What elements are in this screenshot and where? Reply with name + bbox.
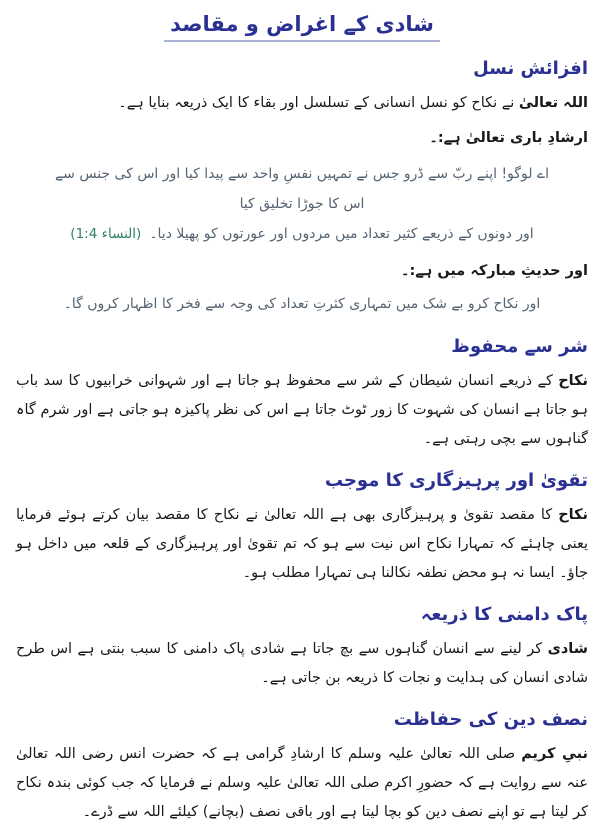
section-taqwa — [16, 470, 588, 588]
paragraph-lead-word: نکاح — [558, 506, 588, 523]
hadith-quote-label: اور حدیثِ مبارکہ میں ہے:۔ — [401, 263, 588, 280]
paragraph-lead-word: اللہ تعالیٰ — [518, 95, 588, 111]
paragraph-lead-word: شادی — [547, 640, 588, 657]
paragraph-text: کا مقصد تقویٰ و پرہیزگاری بھی ہے اللہ تعالیٰ نے نکاح کا مقصد بیان کرتے ہوئے فرمایا یعنی چاہئے کہ تمہارا نکاح اس نیت سے ہو کہ تم تقویٰ اور پرہیزگاری کے قلعہ میں داخل ہو جاؤ۔ ایسا نہ ہو محض نطفہ نکالنا ہی تمہارا مطلب ہو۔ — [16, 506, 588, 581]
section-half-deen — [16, 709, 588, 827]
paragraph-protection — [16, 367, 588, 454]
paragraph-intro — [16, 89, 588, 118]
quran-quote-line-1: اے لوگو! اپنے ربّ سے ڈرو جس نے تمہیں نفسِ واحد سے پیدا کیا اور اس کی جنس سے اس کا جوڑا تخلیق کیا — [54, 166, 550, 213]
section-protection-from-evil — [16, 336, 588, 454]
paragraph-lead-word: نکاح — [558, 372, 588, 389]
section-heading-half-deen: نصف دین کی حفاظت — [393, 708, 588, 730]
hadith-quote: اور نکاح کرو بے شک میں تمہاری کثرتِ تعداد کی وجہ سے فخر کا اظہار کروں گا۔ — [63, 296, 541, 313]
paragraph-text: صلی اللہ تعالیٰ علیہ وسلم کا ارشادِ گرامی ہے کہ حضرت انس رضی اللہ تعالیٰ عنہ سے روایت ہے کہ حضورِ اکرم صلی اللہ تعالیٰ علیہ وسلم نے فرمایا کہ جب کوئی بندہ نکاح کر لیتا ہے تو اپنے نصف دین کو بچا لیتا ہے اور باقی نصف (بچانے) کیلئے اللہ سے ڈرے۔ — [16, 745, 588, 820]
paragraph-taqwa — [16, 501, 588, 588]
section-procreation — [16, 58, 588, 320]
quran-quote-line-2: اور دونوں کے ذریعے کثیر تعداد میں مردوں اور عورتوں کو پھیلا دیا۔ — [149, 226, 534, 243]
section-heading-protection: شر سے محفوظ — [451, 335, 588, 357]
quran-quote — [16, 157, 588, 251]
page-title: شادی کے اغراض و مقاصد — [164, 12, 440, 42]
paragraph-text: کر لینے سے انسان گناہوں سے بچ جاتا ہے شادی پاک دامنی کا سبب بنتی ہے اس طرح شادی انسان کی ہدایت و نجات کا ذریعہ بن جاتی ہے۔ — [16, 640, 588, 686]
section-chastity — [16, 604, 588, 693]
section-heading-chastity: پاک دامنی کا ذریعہ — [420, 603, 588, 625]
quran-quote-line-2-wrap — [54, 219, 550, 249]
paragraph-lead-word: نبیِ کریم — [521, 745, 588, 762]
section-heading-procreation: افزائش نسل — [473, 58, 588, 79]
paragraph-chastity — [16, 635, 588, 693]
title-wrap — [16, 12, 588, 42]
paragraph-half-deen — [16, 740, 588, 827]
paragraph-text: کے ذریعے انسان شیطان کے شر سے محفوظ ہو جاتا ہے اور شہوانی خرابیوں کا سد باب ہو جاتا ہے انسان کی شہوت کا زور ٹوٹ جاتا ہے اس کی نظر پاکیزہ ہو جاتی ہے اور شرم گاہ گناہوں سے بچی رہتی ہے۔ — [16, 372, 588, 447]
quran-quote-label: ارشادِ باری تعالیٰ ہے:۔ — [429, 130, 588, 146]
paragraph-text: نے نکاح کو نسل انسانی کے تسلسل اور بقاء کا ایک ذریعہ بنایا ہے۔ — [118, 95, 519, 111]
section-heading-taqwa: تقویٰ اور پرہیزگاری کا موجب — [324, 469, 588, 491]
verse-reference: (النساء 1:4) — [70, 226, 142, 243]
